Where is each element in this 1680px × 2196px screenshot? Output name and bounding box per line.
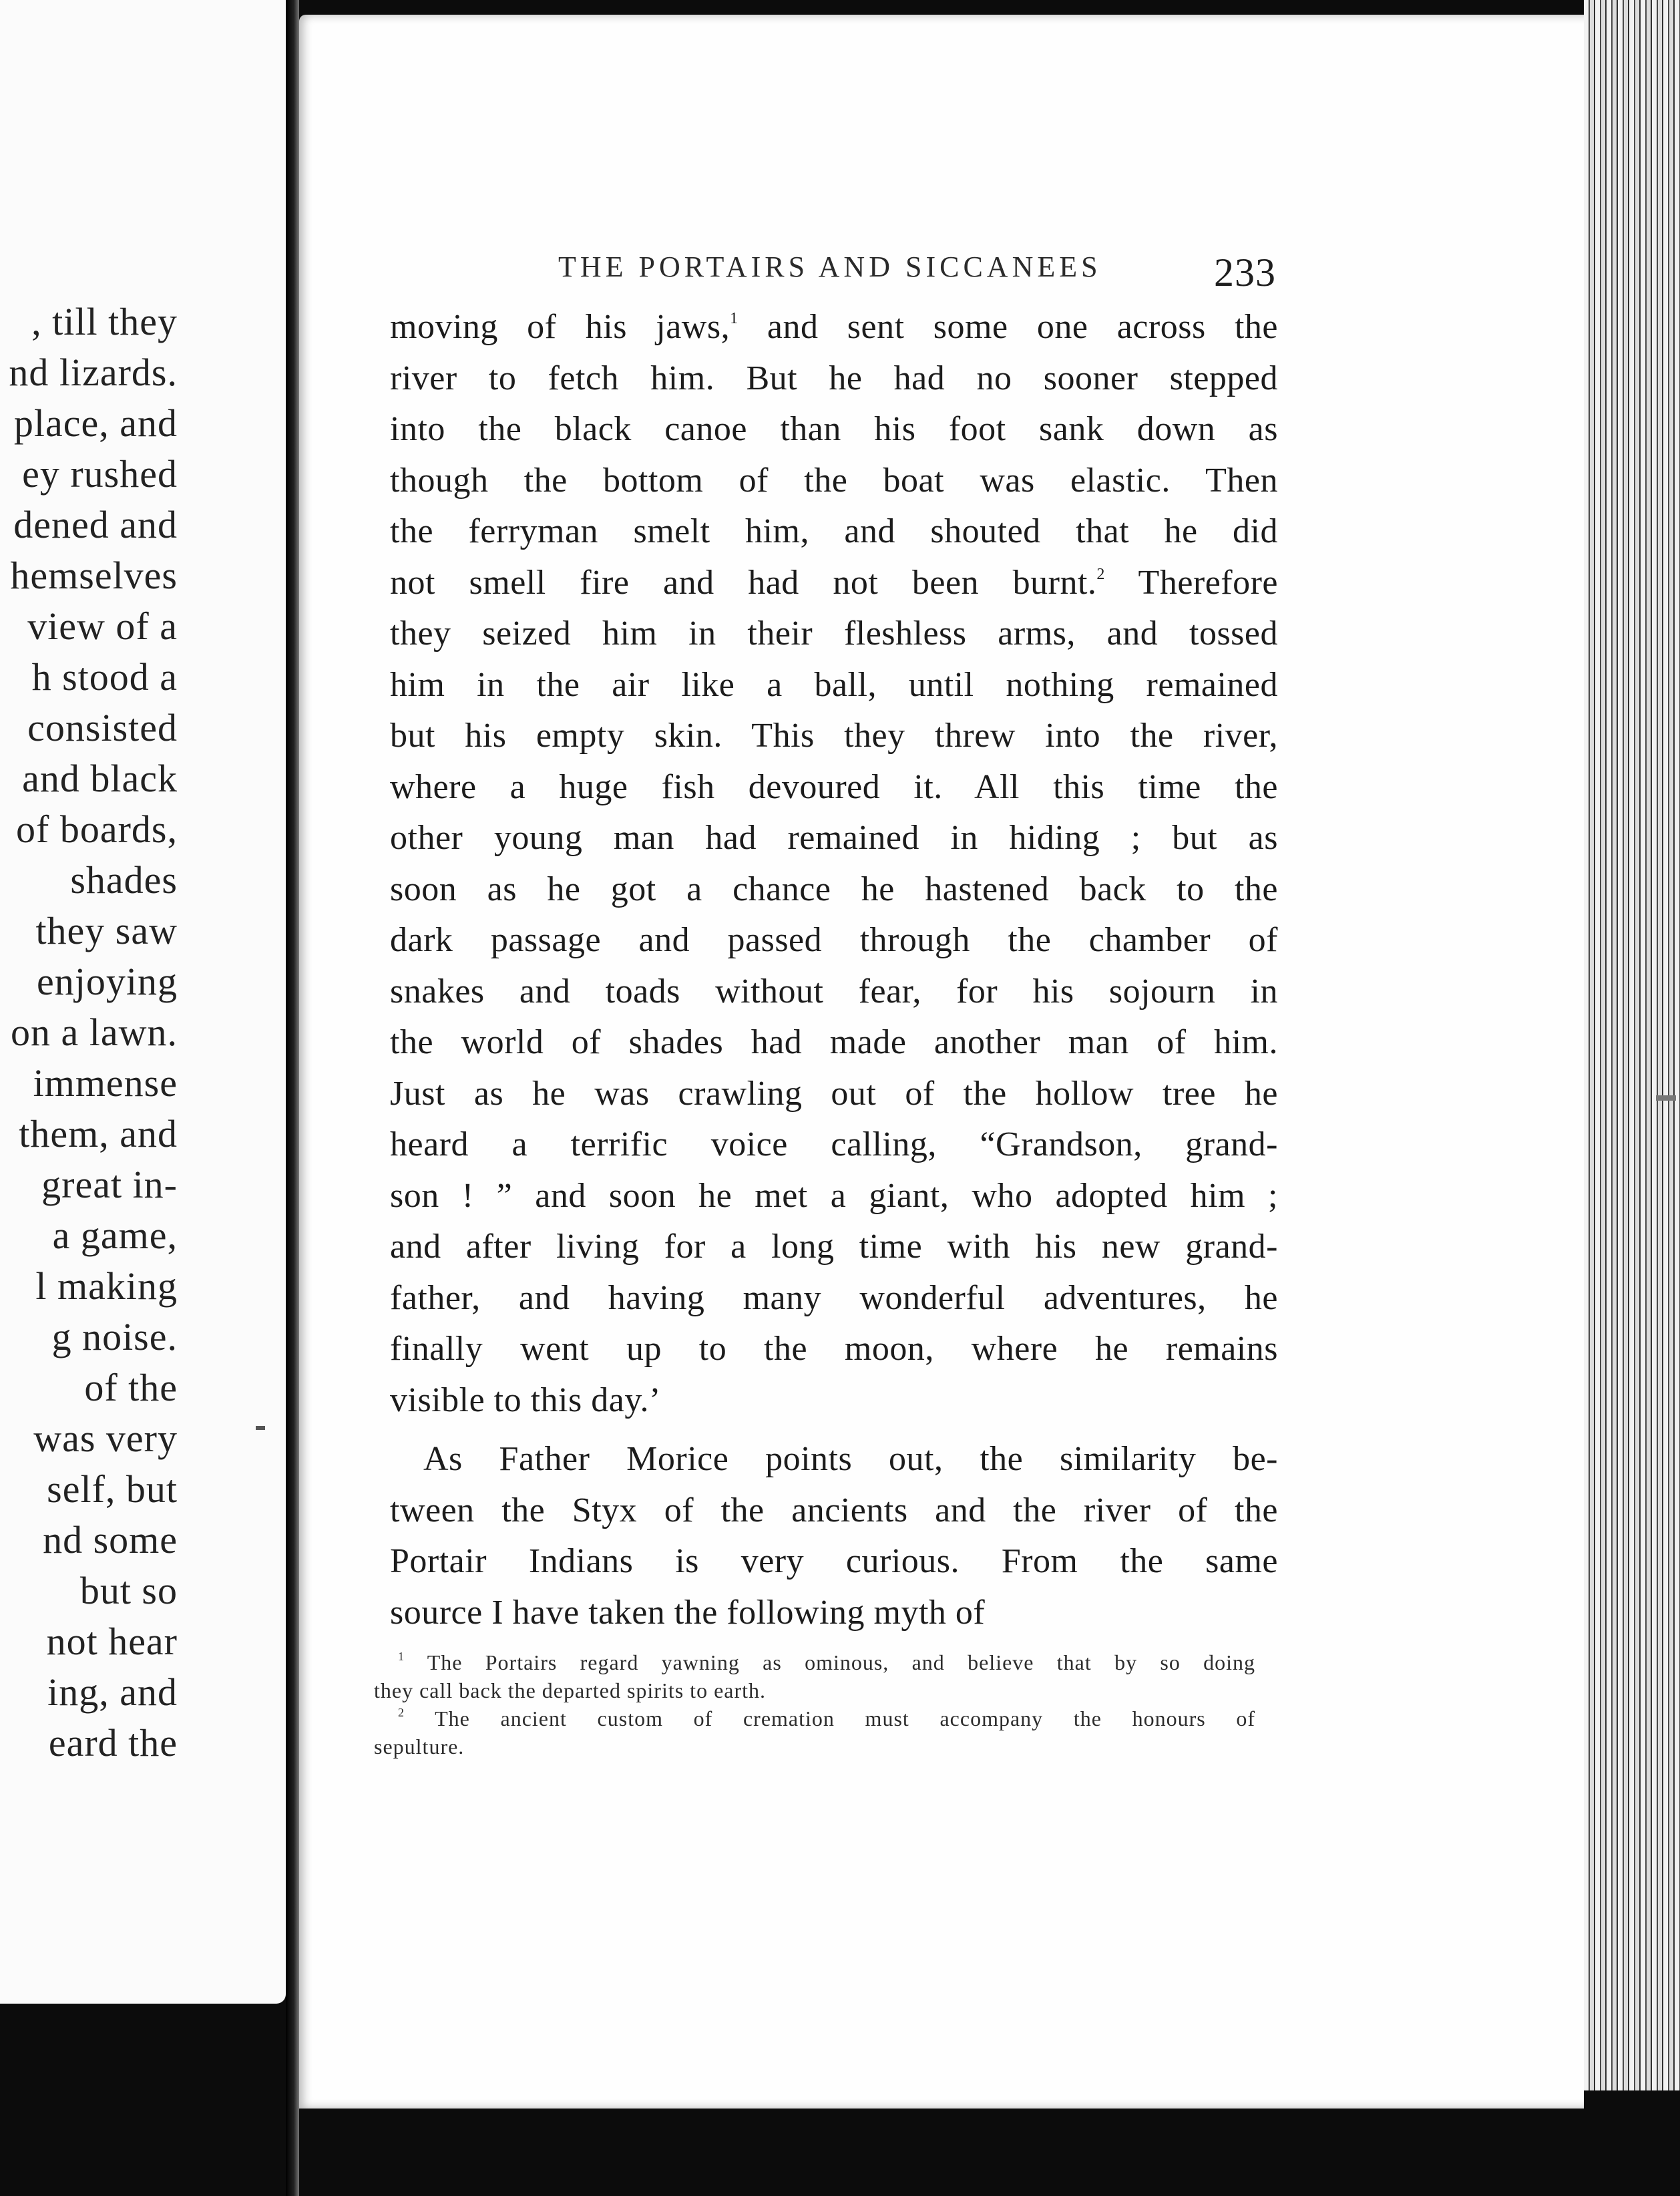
facing-page-line: place, and (13, 401, 178, 445)
facing-page-line: hemselves (10, 554, 178, 597)
facing-page-line: on a lawn. (11, 1011, 178, 1054)
facing-page-line: a game, (52, 1214, 178, 1257)
facing-page-line: great in- (41, 1163, 178, 1206)
facing-page-line: they saw (35, 909, 178, 952)
body-line: but his empty skin. This they threw into the river, (390, 717, 1278, 755)
footnote-line: $^2$ The ancient custom of cremation must accompany the honours of (398, 1706, 1255, 1730)
body-line: son ! ” and soon he met a giant, who adopted him ; (390, 1176, 1278, 1215)
facing-page-line: immense (33, 1061, 178, 1105)
margin-mark (256, 1426, 265, 1430)
facing-page-line: shades (70, 858, 178, 902)
facing-page-line: nd lizards. (9, 351, 178, 394)
facing-page-line: h stood a (31, 655, 178, 699)
facing-page-left (0, 0, 286, 2004)
footnotes (374, 1648, 1255, 1761)
body-line: they seized him in their fleshless arms, and tossed (390, 614, 1278, 653)
footnote-marker: 1 (398, 1650, 405, 1663)
body-line: not smell fire and had not been burnt.$^2$ Therefore (390, 563, 1279, 602)
body-line: where a huge fish devoured it. All this time the (390, 767, 1278, 806)
body-text (390, 302, 1278, 1638)
margin-mark (1656, 1095, 1676, 1101)
facing-page-line: was very (33, 1417, 178, 1460)
body-line: though the bottom of the boat was elastic. Then (390, 461, 1278, 500)
facing-page-line: them, and (19, 1112, 178, 1155)
facing-page-line: view of a (27, 604, 178, 648)
body-line: tween the Styx of the ancients and the river of the (390, 1491, 1278, 1529)
body-line: other young man had remained in hiding ; but as (390, 819, 1278, 857)
facing-page-line: ey rushed (22, 452, 178, 496)
facing-page-line: eard the (48, 1721, 178, 1765)
body-line: As Father Morice points out, the similarity be- (423, 1440, 1278, 1478)
body-line: dark passage and passed through the chamber of (390, 921, 1278, 959)
footnote-line: sepulture. (374, 1734, 465, 1759)
footnote-ref: 1 (730, 310, 739, 327)
body-line: source I have taken the following myth of (390, 1593, 986, 1632)
body-line: the ferryman smelt him, and shouted that he did (390, 512, 1278, 550)
body-line: and after living for a long time with his new grand- (390, 1228, 1278, 1266)
body-line: moving of his jaws,$^1$ and sent some one across the (390, 308, 1278, 346)
body-line: visible to this day.’ (390, 1381, 661, 1419)
body-line: father, and having many wonderful adventures, he (390, 1278, 1278, 1317)
facing-page-line: dened and (13, 503, 178, 546)
facing-page-line: g noise. (51, 1315, 178, 1358)
facing-page-line: self, but (47, 1467, 178, 1511)
body-line: soon as he got a chance he hastened back to the (390, 870, 1278, 908)
body-line: snakes and toads without fear, for his sojourn in (390, 972, 1278, 1011)
body-line: him in the air like a ball, until nothing remained (390, 665, 1278, 704)
footnote-line: they call back the departed spirits to earth. (374, 1678, 767, 1702)
facing-page-line: but so (79, 1569, 178, 1612)
body-line: Portair Indians is very curious. From the same (390, 1542, 1278, 1580)
page-number: 233 (1214, 250, 1276, 295)
footnote-marker: 2 (398, 1706, 405, 1719)
footnote-ref: 2 (1096, 565, 1105, 583)
body-line: into the black canoe than his foot sank down as (390, 410, 1278, 448)
facing-page-line: consisted (27, 706, 178, 749)
facing-page-line: , till they (31, 300, 178, 343)
footnote-line: $^1$ The Portairs regard yawning as ominous, and believe that by so doing (398, 1650, 1255, 1674)
body-line: finally went up to the moon, where he remains (390, 1330, 1278, 1368)
body-line: the world of shades had made another man of him. (390, 1023, 1278, 1061)
facing-page-line: of the (84, 1366, 178, 1409)
facing-page-line: of boards, (16, 807, 178, 851)
book-gutter (286, 0, 299, 2196)
page-edges-shadow (1584, 2090, 1680, 2196)
facing-page-line: ing, and (47, 1670, 178, 1714)
facing-page-line: nd some (43, 1518, 178, 1562)
body-line: Just as he was crawling out of the hollow tree he (390, 1074, 1278, 1113)
facing-page-line: and black (22, 757, 178, 800)
facing-page-line: not hear (46, 1620, 178, 1663)
running-head: THE PORTAIRS AND SICCANEES (558, 250, 1102, 283)
facing-page-line: enjoying (37, 960, 178, 1003)
body-line: river to fetch him. But he had no sooner stepped (390, 359, 1278, 397)
body-line: heard a terrific voice calling, “Grandson, grand- (390, 1125, 1278, 1163)
facing-page-line: l making (35, 1264, 178, 1308)
facing-page-text (0, 297, 178, 1769)
